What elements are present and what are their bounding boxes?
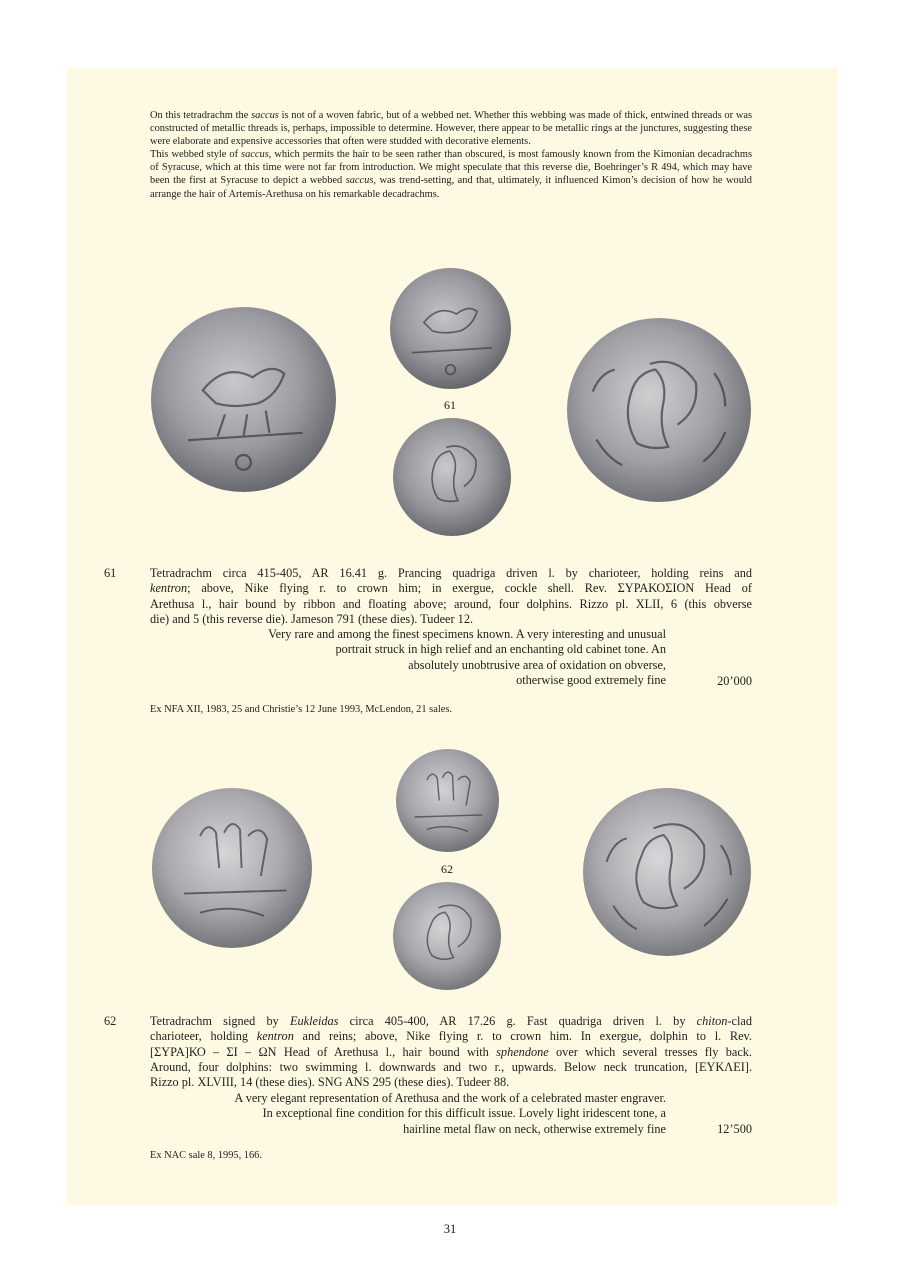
lot-number-62: 62 — [104, 1014, 117, 1028]
coin-61-obverse-enlarged — [151, 307, 336, 492]
lot-61-line-4: die) and 5 (this reverse die). Jameson 791 (these dies). Tudeer 12. — [150, 611, 474, 626]
coin-62-obverse — [396, 749, 499, 852]
lot-62-line-2: charioteer, holding kentron and reins; above, Nike flying r. to crown him. In exergue, dolphin to l. Rev. — [150, 1029, 752, 1044]
lot-62-condition: A very elegant representation of Arethusa and the work of a celebrated master engraver. In exceptional fine condition for this difficult issue. Lovely light iridescent tone, a hairline metal flaw on neck, otherwise extremely fine — [234, 1091, 666, 1136]
coin-61-reverse-enlarged — [567, 318, 751, 502]
lot-62-line-1: Tetradrachm signed by Eukleidas circa 405-400, AR 17.26 g. Fast quadriga driven l. by chiton-clad — [150, 1014, 752, 1028]
image-number-62: 62 — [441, 862, 453, 876]
lot-62-line-4: Around, four dolphins: two swimming l. downwards and two r., upwards. Below neck truncation, [ΕΥΚΛΕΙ]. — [150, 1059, 752, 1074]
coin-61-reverse — [393, 418, 511, 536]
coin-61-obverse — [390, 268, 511, 389]
image-number-61: 61 — [444, 398, 456, 412]
lot-61-description — [150, 566, 752, 627]
lot-61-condition: Very rare and among the finest specimens known. A very interesting and unusual portrait struck in high relief and an enchanting old cabinet tone. An absolutely unobtrusive area of oxidation on obverse, otherwise good extremely fine — [268, 627, 666, 687]
lot-61-provenance: Ex NFA XII, 1983, 25 and Christie’s 12 June 1993, McLendon, 21 sales. — [150, 704, 452, 715]
lot-62-description — [150, 1014, 752, 1090]
lot-61-line-2: kentron; above, Nike flying r. to crown him; in exergue, cockle shell. Rev. ΣΥΡΑΚΟΣΙΟΝ Head of — [150, 581, 752, 596]
coin-62-reverse — [393, 882, 501, 990]
coin-62-reverse-enlarged — [583, 788, 751, 956]
lot-number-61: 61 — [104, 566, 117, 580]
lot-62-provenance: Ex NAC sale 8, 1995, 166. — [150, 1150, 262, 1161]
intro-paragraph-1: On this tetradrachm the saccus is not of a woven fabric, but of a webbed net. Whether this webbing was made of thick, entwined threads or was constructed of metallic threads is, perhaps, impossible to determine. However, there appear to be metallic rings at the junctures, suggesting these were elaborate and expensive accessories that often were studded with decorative elements. — [150, 110, 752, 148]
lot-62-line-3: [ΣΥΡΑ]ΚΟ – ΣΙ – ΩΝ Head of Arethusa l., hair bound with sphendone over which several tresses fly back. — [150, 1044, 753, 1059]
lot-61-line-3: Arethusa l., hair bound by ribbon and floating above; around, four dolphins. Rizzo pl. XLII, 6 (this obverse — [150, 596, 752, 611]
intro-text — [150, 109, 752, 201]
lot-62-line-5: Rizzo pl. XLVIII, 14 (these dies). SNG ANS 295 (these dies). Tudeer 88. — [150, 1075, 510, 1090]
page-number: 31 — [443, 1222, 457, 1236]
coin-62-obverse-enlarged — [152, 788, 312, 948]
lot-62-price: 12’500 — [717, 1122, 752, 1136]
intro-paragraph-2: This webbed style of saccus, which permits the hair to be seen rather than obscured, is most famously known from the Kimonian decadrachms of Syracuse, which at this time were not far from introduction. We might speculate that this reverse die, Boehringer’s R 494, which may have been the first at Syracuse to depict a webbed saccus, was trend-setting, and that, ultimately, it influenced Kimon’s decision of how he would arrange the hair of Artemis-Arethusa on his remarkable decadrachms. — [150, 149, 752, 200]
lot-61-price: 20’000 — [717, 674, 752, 688]
lot-61-line-1: Tetradrachm circa 415-405, AR 16.41 g. Prancing quadriga driven l. by charioteer, holding reins and — [150, 566, 752, 580]
